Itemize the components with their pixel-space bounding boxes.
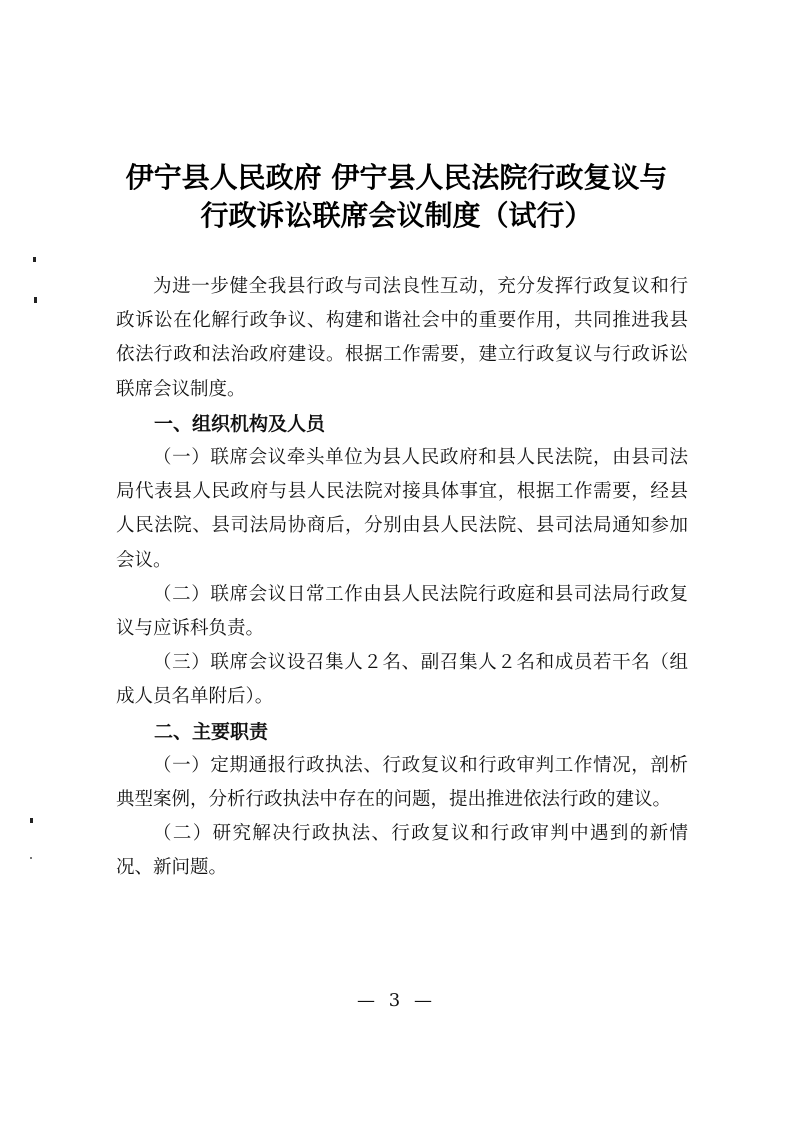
document-title-line-2: 行政诉讼联席会议制度（试行）: [200, 199, 593, 232]
page-number: — 3 —: [357, 990, 436, 1011]
paragraph-1-2: （二）联席会议日常工作由县人民法院行政庭和县司法局行政复议与应诉科负责。: [116, 583, 688, 640]
section-heading-2: 二、主要职责: [154, 720, 269, 743]
scan-mark: [33, 257, 36, 262]
section-heading-1: 一、组织机构及人员: [154, 412, 326, 435]
document-title-line-1: 伊宁县人民政府 伊宁县人民法院行政复议与: [125, 161, 668, 194]
paragraph-2-1: （一）定期通报行政执法、行政复议和行政审判工作情况，剖析典型案例，分析行政执法中存在的问题，提出推进依法行政的建议。: [116, 754, 688, 811]
paragraph-1-1: （一）联席会议牵头单位为县人民政府和县人民法院，由县司法局代表县人民政府与县人民法院对接具体事宜，根据工作需要，经县人民法院、县司法局协商后，分别由县人民法院、县司法局通知参加会议。: [116, 447, 688, 571]
document-body: [116, 270, 688, 886]
paragraph-1-3: （三）联席会议设召集人２名、副召集人２名和成员若干名（组成人员名单附后）。: [116, 652, 688, 708]
scan-mark: [30, 818, 33, 823]
scan-mark: [30, 857, 32, 859]
paragraph-2-2: （二）研究解决行政执法、行政复议和行政审判中遇到的新情况、新问题。: [116, 823, 688, 879]
scan-mark: [34, 297, 37, 303]
paragraph-intro: 为进一步健全我县行政与司法良性互动，充分发挥行政复议和行政诉讼在化解行政争议、构建和谐社会中的重要作用，共同推进我县依法行政和法治政府建设。根据工作需要，建立行政复议与行政诉讼联席会议制度。: [116, 276, 688, 400]
